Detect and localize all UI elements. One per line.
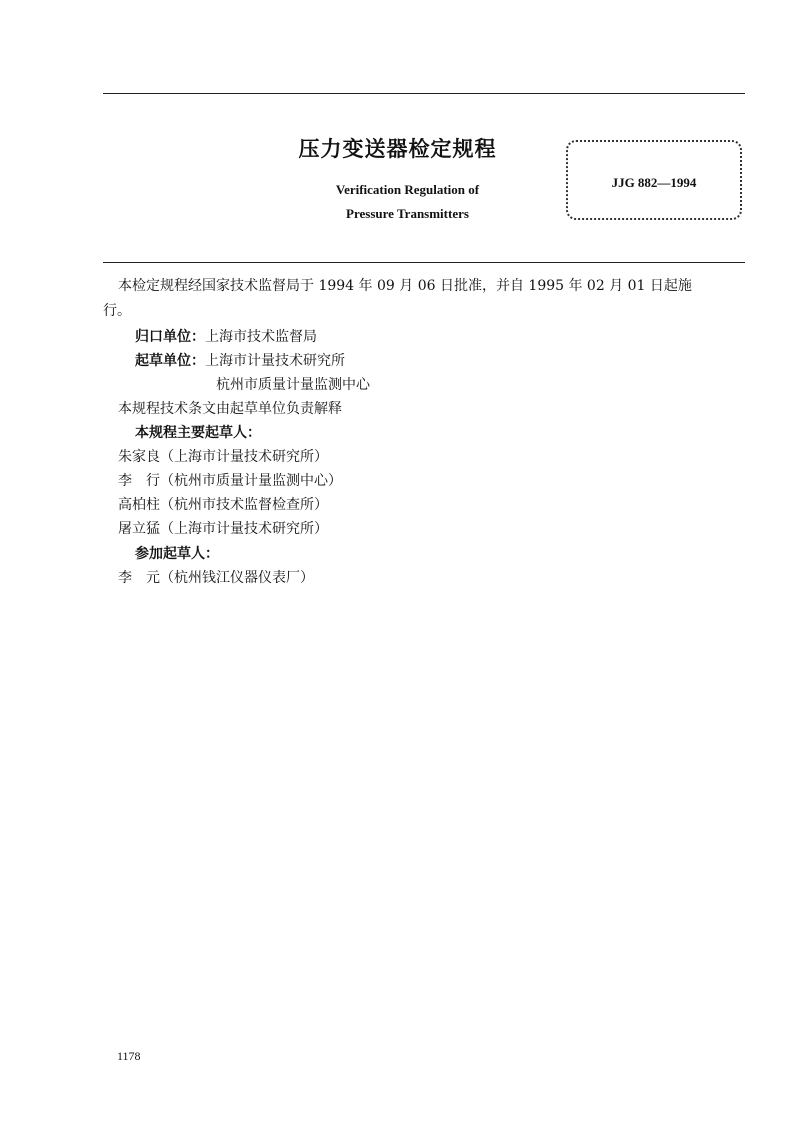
drafting-unit-value-2: 杭州市质量计量监测中心: [216, 377, 370, 393]
intro-line-2: 行。: [103, 303, 131, 319]
drafting-unit-value-1: 上海市计量技术研究所: [205, 353, 345, 369]
responsible-unit: [135, 327, 317, 347]
main-drafter-item: 屠立猛（上海市计量技术研究所）: [118, 521, 328, 537]
drafting-unit-label: 起草单位：: [135, 353, 205, 369]
standard-code-box: [566, 140, 742, 220]
document-title-english-line1: Verification Regulation of: [335, 182, 480, 197]
document-title-english-line2: Pressure Transmitters: [346, 206, 469, 221]
participants-label: 参加起草人：: [135, 546, 219, 562]
responsible-unit-value: 上海市技术监督局: [205, 329, 317, 345]
main-drafter-item: 朱家良（上海市计量技术研究所）: [118, 449, 328, 465]
document-title-chinese: 压力变送器检定规程: [298, 137, 497, 161]
responsible-unit-label: 归口单位：: [135, 329, 205, 345]
bottom-rule: [103, 262, 745, 263]
main-drafter-item: 高柏柱（杭州市技术监督检查所）: [118, 497, 328, 513]
interpretation-note: 本规程技术条文由起草单位负责解释: [118, 401, 342, 417]
page-number: 1178: [117, 1049, 141, 1063]
top-rule: [103, 93, 745, 94]
drafting-unit: [135, 351, 345, 371]
participant-item: 李 元（杭州钱江仪器仪表厂）: [118, 570, 314, 586]
intro-line-1: 本检定规程经国家技术监督局于 1994 年 09 月 06 日批准，并自 1995 年 02 月 01 日起施: [118, 278, 692, 294]
main-drafter-item: 李 行（杭州市质量计量监测中心）: [118, 473, 342, 489]
standard-code: JJG 882—1994: [611, 175, 697, 190]
main-drafters-label: 本规程主要起草人：: [135, 425, 261, 441]
